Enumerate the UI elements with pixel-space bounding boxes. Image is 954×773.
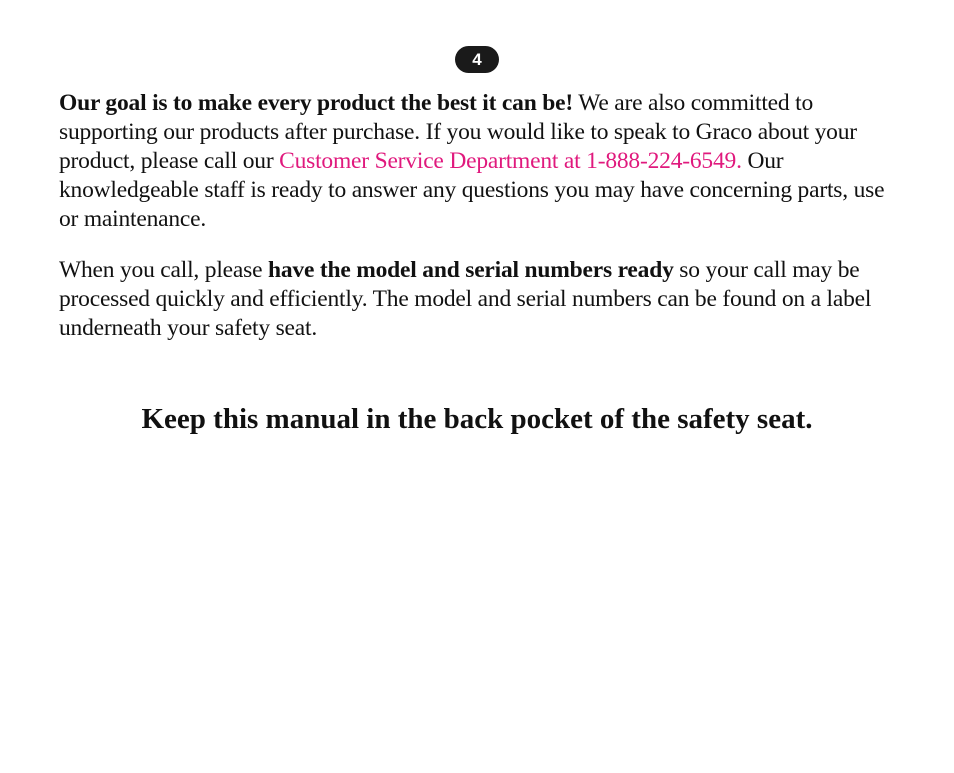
call-intro-text: When you call, please — [59, 257, 268, 283]
manual-storage-note: Keep this manual in the back pocket of the safety seat. — [141, 403, 813, 435]
label-location-text: so your call may be processed quickly and efficiently. The model and serial numbers can be found on a label underneath your safety seat. — [59, 257, 872, 341]
support-text: We are also committed to supporting our products after purchase. If you would like to speak to Graco about your product, please call our — [59, 90, 857, 174]
page-number-badge: 4 — [455, 46, 499, 73]
customer-service-phone-link[interactable]: Customer Service Department at 1-888-224-6549. — [279, 148, 742, 174]
model-serial-emphasis: have the model and serial numbers ready — [267, 257, 674, 283]
goal-statement: Our goal is to make every product the best it can be! — [59, 90, 573, 116]
customer-service-paragraph — [59, 89, 899, 234]
model-serial-paragraph — [59, 256, 899, 343]
staff-text: Our knowledgeable staff is ready to answer any questions you may have concerning parts, use or maintenance. — [59, 148, 885, 232]
